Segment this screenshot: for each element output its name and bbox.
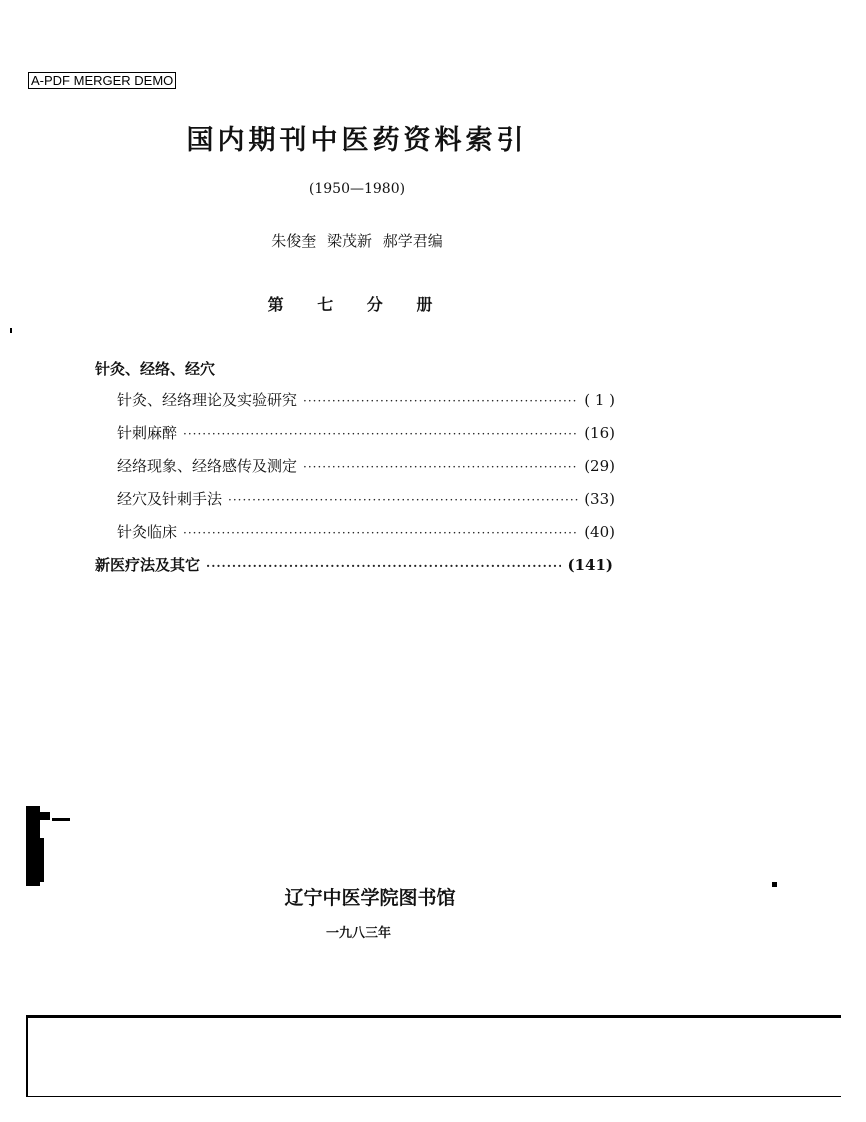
page-bottom-border [26, 1015, 841, 1097]
toc-section-heading: 针灸、经络、经穴 [95, 360, 216, 378]
toc-entry-page: (40) [584, 523, 615, 541]
scan-artifact [40, 838, 44, 882]
toc-entry [95, 485, 615, 518]
toc-entry-label: 经穴及针刺手法 [117, 490, 223, 508]
toc-leader-dots [206, 552, 561, 580]
toc-leader-dots [228, 486, 578, 514]
book-title: 国内期刊中医药资料索引 [186, 125, 528, 156]
year-range: (1950—1980) [308, 181, 406, 197]
watermark-label: A-PDF MERGER DEMO [28, 72, 176, 89]
toc-entry-label: 针刺麻醉 [117, 424, 178, 442]
scan-artifact [772, 882, 777, 887]
volume-label: 第 七 分 册 [267, 295, 447, 314]
toc-entry-label: 经络现象、经络感传及测定 [117, 457, 298, 475]
scan-artifact [26, 806, 40, 886]
toc-entry-top-level [95, 551, 613, 584]
toc-entry-label: 针灸、经络理论及实验研究 [117, 391, 298, 409]
toc-leader-dots [303, 453, 578, 481]
toc-entry-page: (29) [584, 457, 615, 475]
scan-artifact [40, 812, 50, 820]
toc-entry-label: 针灸临床 [117, 523, 178, 541]
toc-entry-page: ( 1 ) [584, 391, 615, 409]
toc-entry-page: (141) [567, 556, 613, 574]
toc-leader-dots [303, 387, 578, 415]
toc-entry-page: (16) [584, 424, 615, 442]
toc-entry-page: (33) [584, 490, 615, 508]
toc-entry [95, 452, 615, 485]
toc-leader-dots [183, 420, 578, 448]
authors-line: 朱俊奎 梁茂新 郝学君编 [271, 232, 443, 250]
scan-artifact [10, 328, 12, 333]
toc-leader-dots [183, 519, 578, 547]
publication-year: 一九八三年 [326, 926, 392, 941]
table-of-contents [95, 356, 625, 584]
toc-entry [95, 386, 615, 419]
toc-entry [95, 518, 615, 551]
scan-artifact [52, 818, 70, 821]
toc-entry [95, 419, 615, 452]
publisher-name: 辽宁中医学院图书馆 [284, 887, 456, 909]
toc-entry-label: 新医疗法及其它 [95, 556, 201, 574]
